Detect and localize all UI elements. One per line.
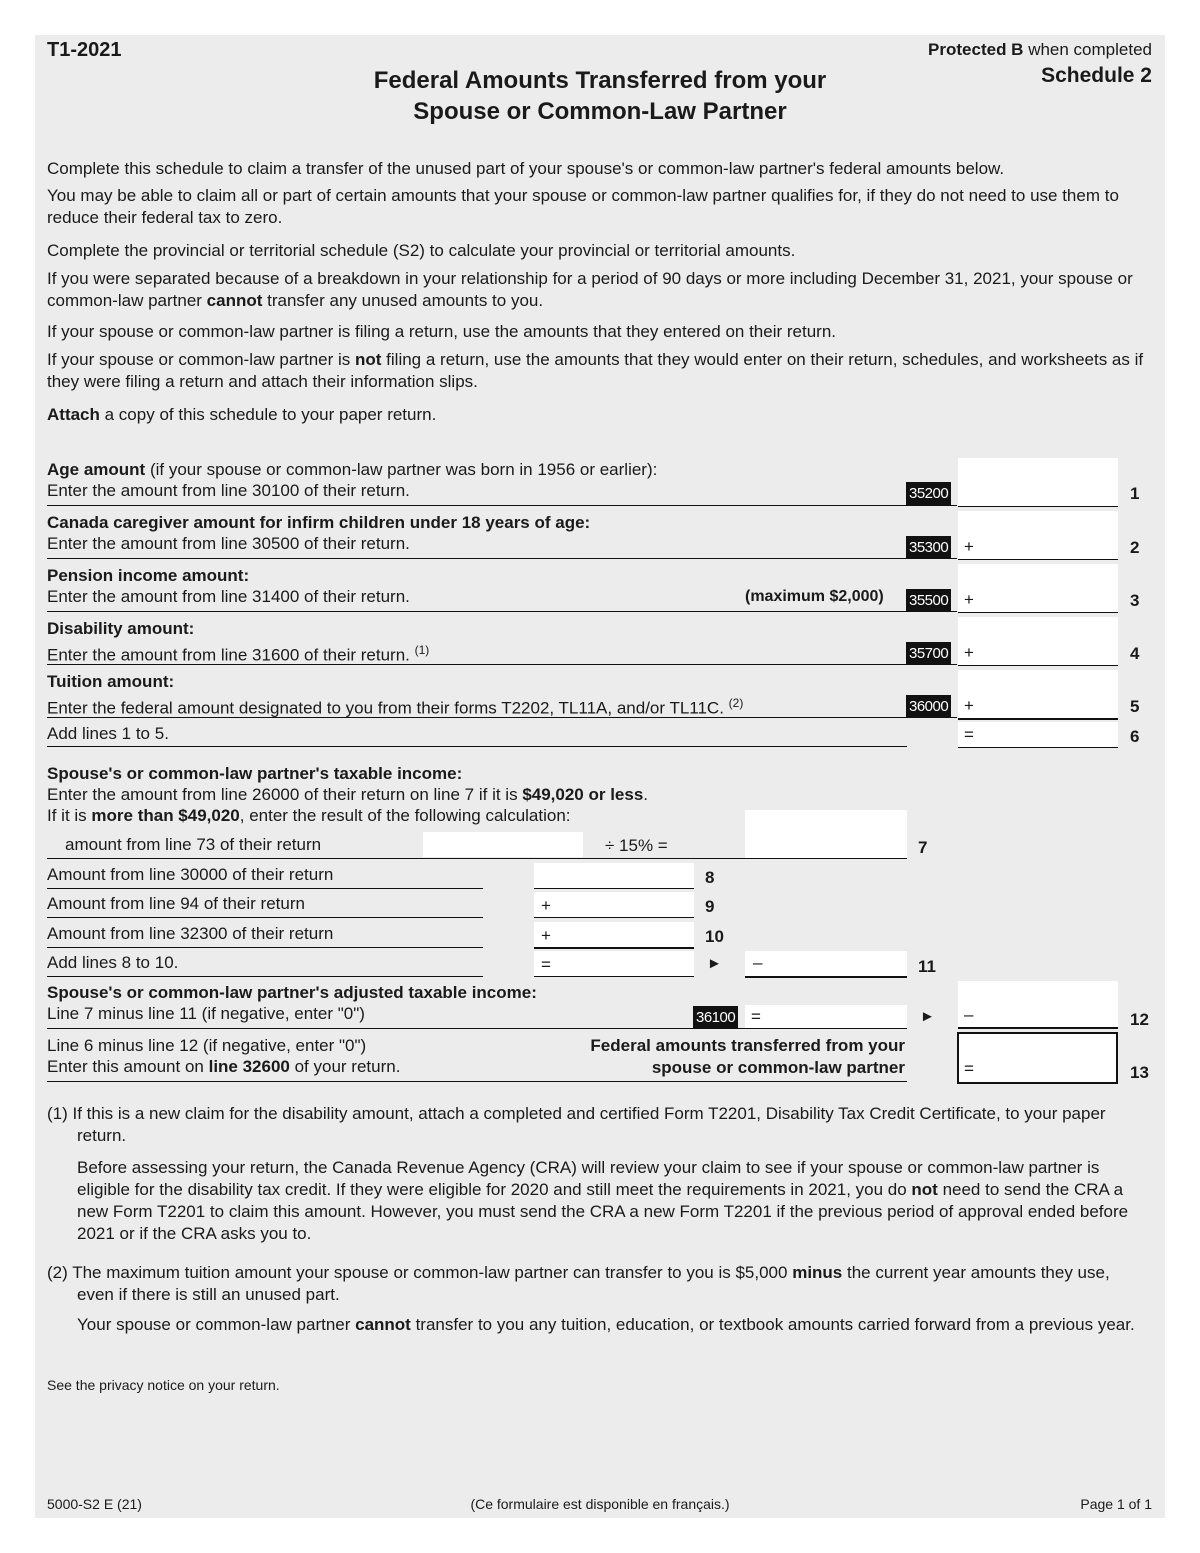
line2-text: Enter the amount from line 30500 of their return. — [47, 534, 410, 553]
line13-label: Federal amounts transferred from your spouse or common-law partner — [590, 1036, 905, 1077]
line13-number: 13 — [1130, 1063, 1149, 1082]
line8-number: 8 — [705, 868, 715, 887]
note-2b: Your spouse or common-law partner cannot transfer to you any tuition, education, or textbook amounts carried forward from a previous year. — [77, 1315, 1135, 1334]
footer-french-note: (Ce formulaire est disponible en français.) — [470, 1496, 730, 1512]
line6-amount-field[interactable] — [958, 722, 1118, 748]
line12-number: 12 — [1130, 1010, 1149, 1029]
line12-equals: = — [751, 1007, 761, 1026]
line9-rule — [47, 917, 483, 918]
line1-amount-field[interactable] — [958, 458, 1118, 507]
line12-amount-field[interactable] — [958, 981, 1118, 1029]
line12-calc-field[interactable] — [745, 1005, 907, 1028]
line6-number: 6 — [1130, 727, 1140, 746]
line3-amount-field[interactable] — [958, 564, 1118, 613]
line13-equals: = — [964, 1059, 974, 1078]
line7-number: 7 — [918, 838, 928, 857]
line10-rule — [47, 947, 483, 948]
line5-amount-field[interactable] — [958, 670, 1118, 720]
line5-code: 36000 — [906, 695, 951, 718]
privacy-notice: See the privacy notice on your return. — [47, 1377, 280, 1393]
line11-minus: – — [753, 953, 763, 972]
intro-p2: You may be able to claim all or part of certain amounts that your spouse or common-law partner qualifies for, if they do not need to use them to reduce their federal tax to zero. — [47, 186, 1119, 227]
intro-p5: If your spouse or common-law partner is filing a return, use the amounts that they entered on their return. — [47, 322, 837, 341]
line9-number: 9 — [705, 897, 715, 916]
line2-code: 35300 — [906, 536, 951, 559]
line2-plus: + — [964, 537, 974, 556]
line3-plus: + — [964, 590, 974, 609]
line10-plus: + — [541, 926, 551, 945]
line4-number: 4 — [1130, 644, 1140, 663]
form-page — [35, 35, 1165, 1518]
line7-calc: ÷ 15% = — [605, 836, 668, 855]
line12-title: Spouse's or common-law partner's adjusted taxable income: — [47, 983, 537, 1002]
income-title: Spouse's or common-law partner's taxable income: — [47, 764, 463, 783]
line11-text: Add lines 8 to 10. — [47, 953, 179, 972]
line4-title: Disability amount: — [47, 619, 195, 638]
footer-page-number: Page 1 of 1 — [1080, 1496, 1152, 1512]
line5-number: 5 — [1130, 697, 1140, 716]
line7-rule — [47, 858, 745, 859]
line1-code: 35200 — [906, 482, 951, 505]
line3-code: 35500 — [906, 589, 951, 612]
line10-amount-field[interactable] — [534, 922, 694, 949]
line13-text1: Line 6 minus line 12 (if negative, enter "0") — [47, 1036, 367, 1055]
line10-text: Amount from line 32300 of their return — [47, 924, 334, 943]
line10-number: 10 — [705, 927, 724, 946]
note-1b: Before assessing your return, the Canada Revenue Agency (CRA) will review your claim to see if your spouse or common-law partner is eligible for the disability tax credit. If they were eligible for 2020 and still meet the requirements in 2021, you do not need to send the CRA a new Form T2201 to claim this amount. However, you must send the CRA a new Form T2201 if the previous period of approval ended before 2021 or if the CRA asks you to. — [77, 1158, 1129, 1243]
line3-number: 3 — [1130, 591, 1140, 610]
income-text2: If it is more than $49,020, enter the result of the following calculation: — [47, 806, 571, 825]
line7-text: amount from line 73 of their return — [65, 835, 322, 854]
income-text1: Enter the amount from line 26000 of their return on line 7 if it is $49,020 or less. — [47, 785, 649, 804]
line2-number: 2 — [1130, 538, 1140, 557]
line2-rule — [47, 558, 957, 559]
line5-rule — [47, 717, 957, 718]
intro-p1: Complete this schedule to claim a transfer of the unused part of your spouse's or common-law partner's federal amounts below. — [47, 159, 1005, 178]
intro-p3: Complete the provincial or territorial schedule (S2) to calculate your provincial or territorial amounts. — [47, 241, 796, 260]
line12-minus: – — [964, 1005, 974, 1024]
line3-rule — [47, 611, 957, 612]
line4-amount-field[interactable] — [958, 617, 1118, 666]
line4-rule — [47, 664, 957, 665]
line11-amount-field[interactable] — [745, 951, 907, 978]
line12-rule — [47, 1028, 907, 1029]
intro-p4: If you were separated because of a breakdown in your relationship for a period of 90 days or more including December 31, 2021, your spouse or common-law partner cannot transfer any unused amounts to you. — [47, 269, 1133, 310]
note-1a: (1) If this is a new claim for the disability amount, attach a completed and certified Form T2201, Disability Tax Credit Certificate, to your paper return. — [47, 1104, 1106, 1145]
line6-rule — [47, 746, 907, 747]
schedule-label: Schedule 2 — [1041, 64, 1152, 87]
line12-text: Line 7 minus line 11 (if negative, enter "0") — [47, 1004, 365, 1023]
line2-title: Canada caregiver amount for infirm children under 18 years of age: — [47, 513, 591, 532]
line9-amount-field[interactable] — [534, 892, 694, 918]
line12-arrow-icon: ► — [920, 1008, 935, 1025]
line1-number: 1 — [1130, 484, 1140, 503]
page-title-line1: Federal Amounts Transferred from your — [373, 67, 827, 94]
line8-text: Amount from line 30000 of their return — [47, 865, 334, 884]
line11-rule — [47, 976, 483, 977]
intro-p7: Attach a copy of this schedule to your paper return. — [47, 405, 437, 424]
line5-text: Enter the federal amount designated to you from their forms T2202, TL11A, and/or TL11C. $^{(2)}$ — [47, 696, 744, 718]
form-id: T1-2021 — [47, 39, 122, 61]
line13-rule — [47, 1081, 907, 1082]
line11-subtotal-field[interactable] — [534, 951, 694, 977]
line8-amount-field[interactable] — [534, 863, 694, 889]
line11-arrow-icon: ► — [707, 955, 722, 972]
line1-title: Age amount (if your spouse or common-law partner was born in 1956 or earlier): — [47, 460, 658, 479]
line4-text: Enter the amount from line 31600 of their return. $^{(1)}$ — [47, 643, 430, 665]
line13-text2: Enter this amount on line 32600 of your return. — [47, 1057, 401, 1076]
line7-amount-input[interactable] — [423, 832, 583, 857]
line3-title: Pension income amount: — [47, 566, 250, 585]
line4-code: 35700 — [906, 642, 951, 665]
footer-form-code: 5000-S2 E (21) — [47, 1496, 142, 1512]
line5-plus: + — [964, 696, 974, 715]
protected-label: Protected B when completed — [928, 40, 1152, 59]
line11-number: 11 — [918, 957, 936, 976]
line9-plus: + — [541, 896, 551, 915]
line12-code: 36100 — [693, 1006, 738, 1029]
line13-total-field[interactable] — [957, 1032, 1118, 1084]
line6-equals: = — [964, 725, 974, 744]
line7-result-field[interactable] — [745, 810, 907, 859]
line11-equals: = — [541, 955, 551, 974]
note-2a: (2) The maximum tuition amount your spouse or common-law partner can transfer to you is $5,000 minus the current year amounts they use, even if there is still an unused part. — [47, 1263, 1110, 1304]
line5-title: Tuition amount: — [47, 672, 175, 691]
line9-text: Amount from line 94 of their return — [47, 894, 305, 913]
line4-plus: + — [964, 643, 974, 662]
line1-text: Enter the amount from line 30100 of their return. — [47, 481, 410, 500]
line8-rule — [47, 888, 483, 889]
line3-text: Enter the amount from line 31400 of their return. — [47, 587, 410, 606]
page-title-line2: Spouse or Common-Law Partner — [413, 98, 787, 125]
intro-p6: If your spouse or common-law partner is not filing a return, use the amounts that they would enter on their return, schedules, and worksheets as if they were filing a return and attach their information slips. — [47, 350, 1144, 391]
line1-rule — [47, 505, 957, 506]
line6-text: Add lines 1 to 5. — [47, 724, 169, 743]
line2-amount-field[interactable] — [958, 511, 1118, 560]
line3-maximum: (maximum $2,000) — [745, 588, 884, 605]
